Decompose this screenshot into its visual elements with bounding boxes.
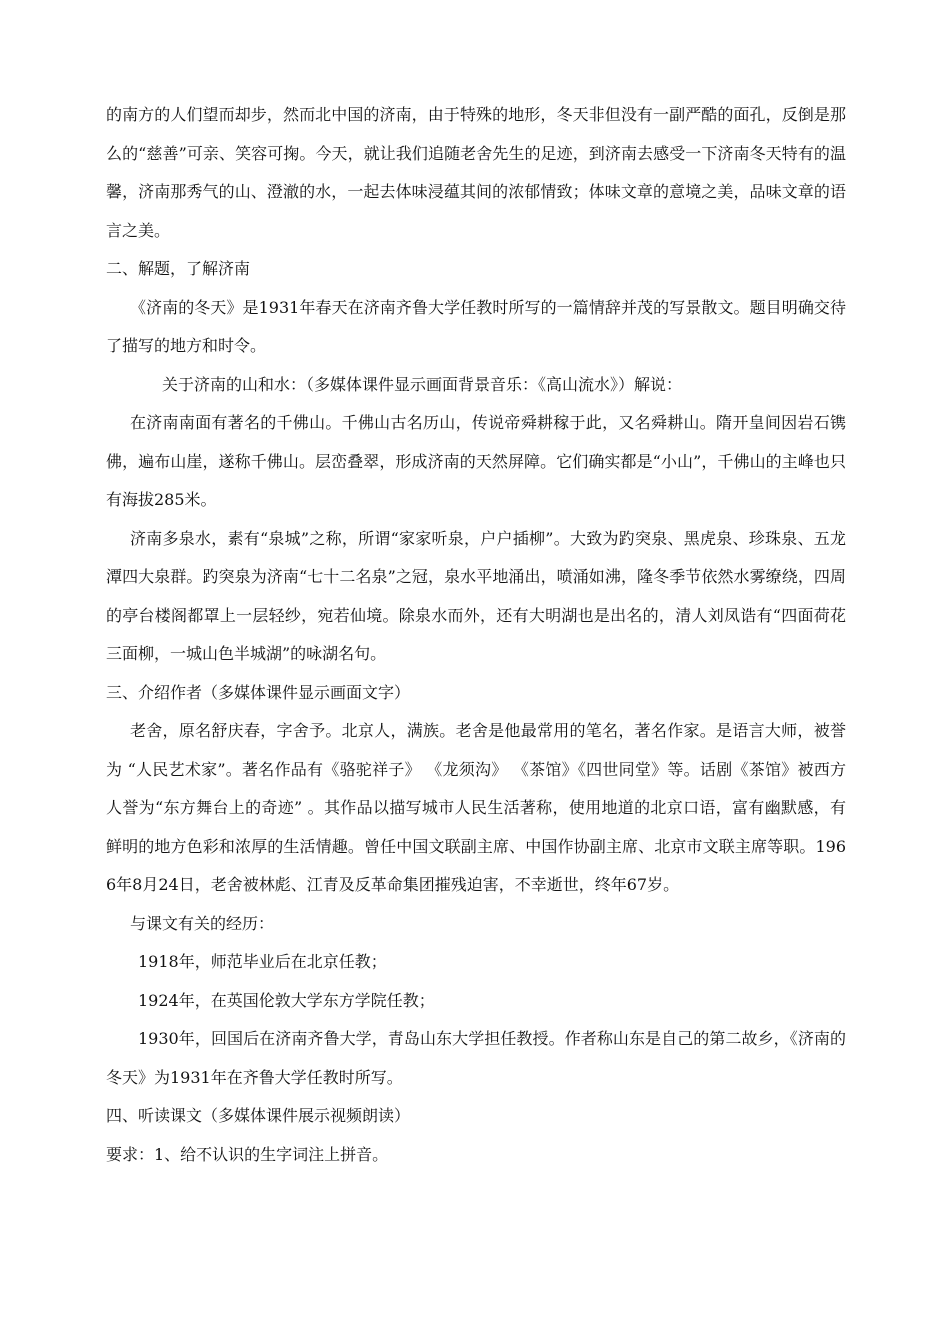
experience-1918: 1918年，师范毕业后在北京任教； xyxy=(138,952,387,971)
intro-paragraph: 的南方的人们望而却步，然而北中国的济南，由于特殊的地形，冬天非但没有一副严酷的面孔，反倒是那么的“慈善”可亲、笑容可掬。今天，就让我们追随老舍先生的足迹，到济南去感受一下济南冬天特有的温馨，济南那秀气的山、澄澈的水，一起去体味浸蕴其间的浓郁情致；体味文章的意境之美，品味文章的语言之美。 xyxy=(106,105,846,240)
author-paragraph: 老舍，原名舒庆春，字舍予。北京人，满族。老舍是他最常用的笔名，著名作家。是语言大师，被誉为 “人民艺术家”。著名作品有《骆驼祥子》 《龙须沟》 《茶馆》《四世同堂》等。话剧《茶馆》被西方人誉为“东方舞台上的奇迹” 。其作品以描写城市人民生活著称，使用地道的北京口语，富有幽默感，有鲜明的地方色彩和浓厚的生活情趣。曾任中国文联副主席、中国作协副主席、北京市文联主席等职。1966年8月24日，老舍被林彪、江青及反革命集团摧残迫害，不幸逝世，终年67岁。 xyxy=(106,721,846,894)
experience-1930: 1930年，回国后在济南齐鲁大学，青岛山东大学担任教授。作者称山东是自己的第二故乡，《济南的冬天》为1931年在齐鲁大学任教时所写。 xyxy=(106,1029,846,1087)
springs-paragraph: 济南多泉水，素有“泉城”之称，所谓“家家听泉，户户插柳”。大致为趵突泉、黑虎泉、珍珠泉、五龙潭四大泉群。趵突泉为济南“七十二名泉”之冠，泉水平地涌出，喷涌如沸，隆冬季节依然水雾缭绕，四周的亭台楼阁都罩上一层轻纱，宛若仙境。除泉水而外，还有大明湖也是出名的，清人刘凤诰有“四面荷花三面柳，一城山色半城湖”的咏湖名句。 xyxy=(106,528,846,663)
document-body xyxy=(106,96,846,1174)
experience-1924: 1924年，在英国伦敦大学东方学院任教； xyxy=(138,990,435,1010)
qianfo-mountain-paragraph: 在济南南面有著名的千佛山。千佛山古名历山，传说帝舜耕稼于此，又名舜耕山。隋开皇间因岩石镌佛，遍布山崖，遂称千佛山。层峦叠翠，形成济南的天然屏障。它们确实都是“小山”，千佛山的主峰也只有海拔285米。 xyxy=(106,413,846,509)
experience-heading: 与课文有关的经历： xyxy=(130,913,275,933)
requirement-line: 要求：1、给不认识的生字词注上拼音。 xyxy=(106,1144,389,1164)
section-heading-4: 四、听读课文（多媒体课件展示视频朗读） xyxy=(106,1106,411,1125)
title-explanation-paragraph: 《济南的冬天》是1931年春天在济南齐鲁大学任教时所写的一篇情辞并茂的写景散文。题目明确交待了描写的地方和时令。 xyxy=(106,297,846,355)
mountain-water-caption: 关于济南的山和水：（多媒体课件显示画面背景音乐：《高山流水》）解说： xyxy=(162,374,683,394)
section-heading-2: 二、解题，了解济南 xyxy=(106,259,251,278)
section-heading-3: 三、介绍作者（多媒体课件显示画面文字） xyxy=(106,682,411,702)
